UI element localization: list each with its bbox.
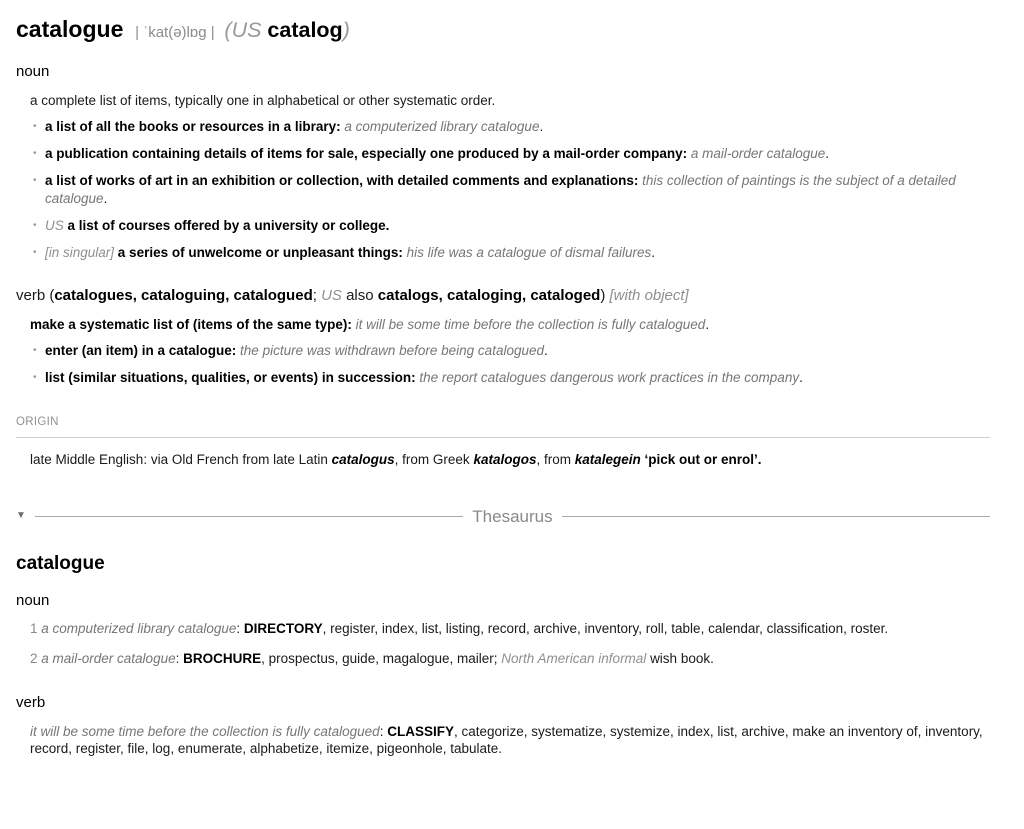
noun-subsense xyxy=(30,118,990,136)
bullet-icon: • xyxy=(33,219,37,231)
noun-subsense-text: a publication containing details of items for sale, especially one produced by a mail-order company: a mail-order catalogue. xyxy=(45,146,829,161)
bullet-icon: • xyxy=(33,148,37,159)
origin-text: late Middle English: via Old French from late Latin catalogus, from Greek katalogos, from katalegein ‘pick out or enrol’. xyxy=(30,452,762,467)
noun-subsense-text: a list of all the books or resources in a library: a computerized library catalogue. xyxy=(45,119,544,134)
noun-subsense xyxy=(30,172,990,207)
collapse-triangle-icon[interactable]: ▼ xyxy=(16,510,26,522)
thesaurus-noun-sense: 2 a mail-order catalogue: BROCHURE, prospectus, guide, magalogue, mailer; North American informal wish book. xyxy=(30,650,714,666)
divider-line xyxy=(35,516,463,517)
bullet-icon: • xyxy=(33,121,37,132)
bullet-icon: • xyxy=(33,372,37,383)
bullet-icon: • xyxy=(33,246,37,258)
bullet-icon: • xyxy=(33,175,37,186)
thesaurus-divider-label: Thesaurus xyxy=(472,506,553,526)
verb-subsense-text: enter (an item) in a catalogue: the picture was withdrawn before being catalogued. xyxy=(45,343,548,358)
noun-main-definition: a complete list of items, typically one in alphabetical or other systematic order. xyxy=(30,92,496,108)
thesaurus-noun-sense: 1 a computerized library catalogue: DIRECTORY, register, index, list, listing, record, archive, inventory, roll, table, calendar, classification, roster. xyxy=(30,621,889,636)
thesaurus-headword: catalogue xyxy=(16,553,105,574)
noun-subsense xyxy=(30,145,990,163)
noun-subsense-text: a list of works of art in an exhibition or collection, with detailed comments and explanations: this collection of paintings is the subject of a detailed catalogue. xyxy=(45,173,956,206)
bullet-icon: • xyxy=(33,345,37,356)
verb-subsense xyxy=(30,342,990,360)
noun-subsense xyxy=(30,217,990,235)
thesaurus-verb-sense: it will be some time before the collection is fully catalogued: CLASSIFY, categorize, systematize, systemize, index, list, archive, make an inventory of, inventory, record, register, file, log, enumerate, alphabetize, itemize, pigeonhole, tabulate. xyxy=(30,723,983,756)
us-variant: (US catalog) xyxy=(224,18,350,42)
pronunciation: | ˈkat(ə)lɒg | xyxy=(135,24,215,41)
entry-header xyxy=(16,14,990,48)
thesaurus-divider xyxy=(16,508,990,526)
noun-subsense-text: US a list of courses offered by a university or college. xyxy=(45,217,390,233)
verb-pos-header: verb (catalogues, cataloguing, catalogued; US also catalogs, cataloging, cataloged) [with object] xyxy=(16,287,689,304)
verb-subsense xyxy=(30,369,990,387)
headword: catalogue xyxy=(16,16,124,42)
thesaurus-noun-label: noun xyxy=(16,591,50,609)
noun-pos-label: noun xyxy=(16,63,50,80)
verb-subsense-text: list (similar situations, qualities, or events) in succession: the report catalogues dangerous work practices in the company. xyxy=(45,370,803,385)
thesaurus-verb-label: verb xyxy=(16,694,46,711)
divider-line xyxy=(562,516,990,517)
noun-subsense-text: [in singular] a series of unwelcome or unpleasant things: his life was a catalogue of dismal failures. xyxy=(45,244,656,260)
verb-main-definition: make a systematic list of (items of the same type): it will be some time before the collection is fully catalogued. xyxy=(30,316,710,332)
origin-label: ORIGIN xyxy=(16,414,990,439)
noun-subsense xyxy=(30,244,990,262)
origin-section xyxy=(16,414,990,469)
